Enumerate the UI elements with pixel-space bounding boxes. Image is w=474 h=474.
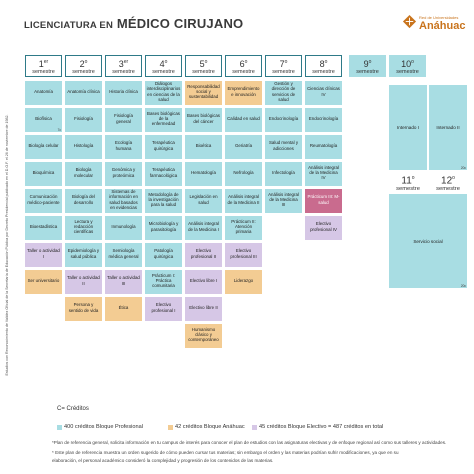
page-title bbox=[24, 16, 243, 31]
course-s6-8: Liderazgo bbox=[225, 270, 262, 294]
semester-header-1: 1er semestre bbox=[25, 55, 62, 77]
course-s3-3: Ecología humana bbox=[105, 135, 142, 159]
legend-swatch-profesional bbox=[57, 425, 62, 430]
semester-header-6: 6$^o$ semestre bbox=[225, 55, 262, 77]
title-main: MÉDICO CIRUJANO bbox=[116, 16, 244, 31]
course-s2-1: Anatomía clínica bbox=[65, 81, 102, 105]
semester-header-4: 4$^o$ semestre bbox=[145, 55, 182, 77]
course-s8-4: Análisis integral de la Medicina IV bbox=[305, 162, 342, 186]
internado-1: Internado I bbox=[389, 85, 427, 170]
course-s1-7: Taller o actividad I bbox=[25, 243, 62, 267]
course-s6-5: Análisis integral de la Medicina II bbox=[225, 189, 262, 213]
course-s3-4: Genómica y proteómica bbox=[105, 162, 142, 186]
course-s6-2: Calidad en salud bbox=[225, 108, 262, 132]
legend-profesional: 400 créditos Bloque Profesional bbox=[57, 424, 143, 430]
course-s2-8: Taller o actividad II bbox=[65, 270, 102, 294]
course-s1-5: Comunicación médico-paciente bbox=[25, 189, 62, 213]
note-3: elaboración, el personal académico consideró la complejidad y progresión de los contenidos de las materias. bbox=[52, 458, 274, 463]
legend-credits-note: C= Créditos bbox=[57, 406, 89, 412]
course-s5-2: Bases biológicas del cáncer bbox=[185, 108, 222, 132]
course-s2-6: Lectura y redacción científicas bbox=[65, 216, 102, 240]
course-s8-5: Prácticum III: M-salud bbox=[305, 189, 342, 213]
course-s4-4: Terapéutica farmacológica bbox=[145, 162, 182, 186]
course-s4-1: Diálogos interdisciplinarios en ciencias de la salud bbox=[145, 81, 182, 105]
course-s8-6: Electivo profesional IV bbox=[305, 216, 342, 240]
semester-header-10: 10$^o$ semestre bbox=[389, 55, 426, 77]
course-s5-9: Electivo libre II bbox=[185, 297, 222, 321]
course-s7-1: Gestión y dirección de servicios de salud bbox=[265, 81, 302, 105]
course-s3-5: Sistemas de información en salud basados en evidencias bbox=[105, 189, 142, 213]
legend-anahuac: 42 créditos Bloque Anáhuac bbox=[168, 424, 245, 430]
course-s4-2: Bases biológicas de la enfermedad bbox=[145, 108, 182, 132]
semester-header-8: 8$^o$ semestre bbox=[305, 55, 342, 77]
course-s3-2: Fisiología general bbox=[105, 108, 142, 132]
course-s5-8: Electivo libre I bbox=[185, 270, 222, 294]
course-s2-9: Persona y sentido de vida bbox=[65, 297, 102, 321]
semester-header-3: 3er semestre bbox=[105, 55, 142, 77]
semester-header-11: 11$^o$ semestre bbox=[396, 175, 420, 193]
course-s5-10: Humanismo clásico y contemporáneo bbox=[185, 324, 222, 348]
note-2: * Este plan de referencia muestra un orden sugerido de cómo pueden cursar tus materias; sin embargo el orden y las materias podrían sufrir modificaciones, ya que en su bbox=[52, 450, 399, 455]
course-s4-9: Electivo profesional I bbox=[145, 297, 182, 321]
course-s2-5: Biología del desarrollo bbox=[65, 189, 102, 213]
course-s4-3: Terapéutica quirúrgica bbox=[145, 135, 182, 159]
course-s7-2: Endocrinología bbox=[265, 108, 302, 132]
legend-swatch-electivo bbox=[252, 425, 257, 430]
course-s6-3: Geriatría bbox=[225, 135, 262, 159]
anahuac-logo bbox=[402, 12, 464, 42]
course-s3-8: Taller o actividad III bbox=[105, 270, 142, 294]
course-s8-2: Endocrinología bbox=[305, 108, 342, 132]
course-s1-4: Bioquímica bbox=[25, 162, 62, 186]
course-s5-1: Responsabilidad social y sustentabilidad bbox=[185, 81, 222, 105]
course-s8-1: Ciencias clínicas IV bbox=[305, 81, 342, 105]
course-s5-6: Análisis integral de la Medicina I bbox=[185, 216, 222, 240]
course-s1-2: Biofísica 7c bbox=[25, 108, 62, 132]
course-s2-4: Biología molecular bbox=[65, 162, 102, 186]
course-s4-8: Prácticum I: Práctica comunitaria bbox=[145, 270, 182, 294]
course-s2-7: Epidemiología y salud pública bbox=[65, 243, 102, 267]
course-s5-3: Bioética bbox=[185, 135, 222, 159]
course-s5-7: Electivo profesional II bbox=[185, 243, 222, 267]
course-s1-3: Biología celular bbox=[25, 135, 62, 159]
course-s6-4: Nefrología bbox=[225, 162, 262, 186]
semester-header-2: 2$^o$ semestre bbox=[65, 55, 102, 77]
course-s4-7: Patología quirúrgica bbox=[145, 243, 182, 267]
semester-header-9: 9$^o$ semestre bbox=[349, 55, 386, 77]
course-s7-4: Infectología bbox=[265, 162, 302, 186]
course-s5-4: Hematología bbox=[185, 162, 222, 186]
semester-header-5: 5$^o$ semestre bbox=[185, 55, 222, 77]
course-s1-1: Anatomía bbox=[25, 81, 62, 105]
course-s3-9: Ética bbox=[105, 297, 142, 321]
course-s1-6: Bioestadística bbox=[25, 216, 62, 240]
semester-header-7: 7$^o$ semestre bbox=[265, 55, 302, 77]
servicio-social: Servicio social 20c bbox=[389, 194, 467, 288]
course-s6-7: Electivo profesional III bbox=[225, 243, 262, 267]
course-s7-3: Salud mental y adicciones bbox=[265, 135, 302, 159]
course-s2-2: Fisiología bbox=[65, 108, 102, 132]
course-s4-5: Metodología de la investigación para la salud bbox=[145, 189, 182, 213]
logo-name: Anáhuac bbox=[419, 20, 466, 32]
logo-mark-icon bbox=[402, 14, 417, 29]
course-s3-6: Inmunología bbox=[105, 216, 142, 240]
course-s4-6: Microbiología y parasitología bbox=[145, 216, 182, 240]
course-s6-6: Prácticum II: Atención primaria bbox=[225, 216, 262, 240]
course-s1-8: Ser universitario bbox=[25, 270, 62, 294]
course-s2-3: Histología bbox=[65, 135, 102, 159]
title-prefix: LICENCIATURA EN bbox=[24, 20, 114, 31]
course-s3-7: Semiología médica general bbox=[105, 243, 142, 267]
course-s5-5: Legislación en salud bbox=[185, 189, 222, 213]
course-s7-5: Análisis integral de la Medicina III bbox=[265, 189, 302, 213]
logo-network-label: Red de Universidades bbox=[419, 15, 459, 20]
internado-2: Internado II 20c bbox=[429, 85, 467, 170]
semester-header-12: 12$^o$ semestre bbox=[436, 175, 460, 193]
course-s3-1: Historia clínica bbox=[105, 81, 142, 105]
validity-side-note: Estudios con Reconocimiento de Validez Oficial de la Secretaría de Educación Pública por Decreto Presidencial publicado en el D.O.F. el 26 de noviembre de 1982. bbox=[5, 114, 9, 376]
course-s6-1: Emprendimiento e innovación bbox=[225, 81, 262, 105]
note-1: *Plan de referencia general, solicita información en tu campus de interés para conocer el plan de estudios con las asignaturas electivas y de enfoque regional así como sus talleres y actividades. bbox=[52, 440, 447, 445]
course-s8-3: Reumatología bbox=[305, 135, 342, 159]
legend-electivo: 45 créditos Bloque Electivo = 487 créditos en total bbox=[252, 424, 383, 430]
legend-swatch-anahuac bbox=[168, 425, 173, 430]
